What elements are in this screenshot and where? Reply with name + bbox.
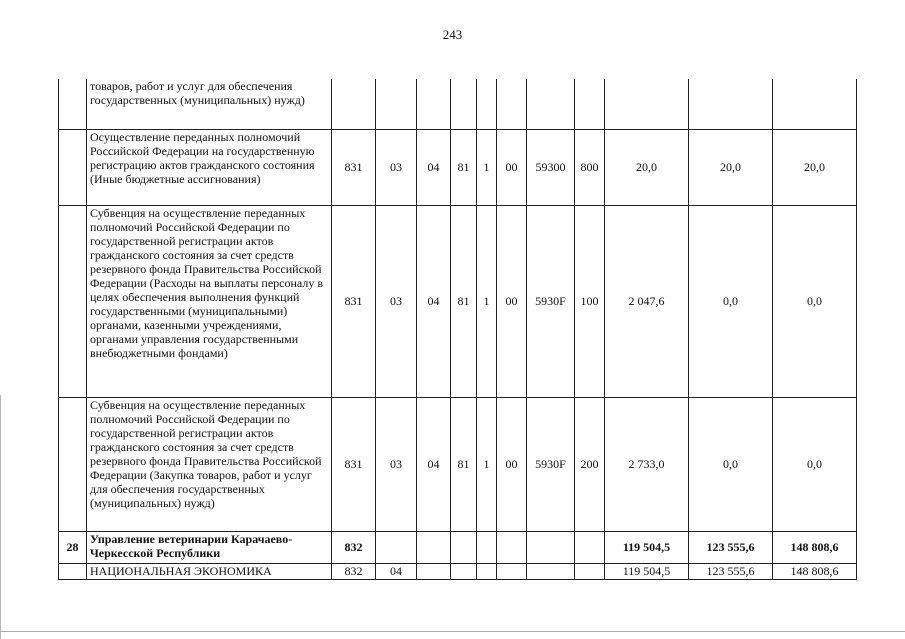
amount-year1-cell: 2 047,6 xyxy=(605,205,689,397)
subsection-code-cell xyxy=(417,79,451,129)
table-row xyxy=(59,129,857,205)
ministry-code-cell: 831 xyxy=(332,205,376,397)
section-code-cell: 03 xyxy=(376,397,417,531)
ministry-code-cell: 831 xyxy=(332,129,376,205)
row-number-cell xyxy=(59,205,87,397)
amount-year3-cell: 20,0 xyxy=(773,129,857,205)
ministry-code-cell xyxy=(332,79,376,129)
table-row xyxy=(59,531,857,563)
row-name-cell: НАЦИОНАЛЬНАЯ ЭКОНОМИКА xyxy=(87,563,332,579)
page-number: 243 xyxy=(442,27,463,42)
row-name-cell: Субвенция на осуществление переданных полномочий Российской Федерации по государственной регистрации актов гражданского состояния за счет средств резервного фонда Правительства Российской Федерации (Закупка товаров, работ и услуг для обеспечения государственных (муниципальных) нужд) xyxy=(87,397,332,531)
row-name-cell: Управление ветеринарии Карачаево-Черкесской Республики xyxy=(87,531,332,563)
ministry-code-cell: 832 xyxy=(332,531,376,563)
program-code-cell: 81 xyxy=(451,397,477,531)
expense-type-cell: 800 xyxy=(575,129,605,205)
amount-year1-cell: 20,0 xyxy=(605,129,689,205)
amount-year2-cell xyxy=(689,79,773,129)
ministry-code-cell: 831 xyxy=(332,397,376,531)
program-code-cell: 81 xyxy=(451,205,477,397)
direction-code-cell xyxy=(527,563,575,579)
table-row xyxy=(59,205,857,397)
expense-type-cell xyxy=(575,563,605,579)
amount-year3-cell: 0,0 xyxy=(773,205,857,397)
row-name-cell: Субвенция на осуществление переданных полномочий Российской Федерации по государственной регистрации актов гражданского состояния за счет средств резервного фонда Правительства Российской Федерации (Расходы на выплаты персоналу в целях обеспечения выполнения функций государственными (муниципальными) органами, казенными учреждениями, органами управления государственными внебюджетными фондами) xyxy=(87,205,332,397)
section-code-cell xyxy=(376,79,417,129)
measure-code-cell: 00 xyxy=(497,397,527,531)
direction-code-cell: 59300 xyxy=(527,129,575,205)
program-code-cell: 81 xyxy=(451,129,477,205)
amount-year2-cell: 20,0 xyxy=(689,129,773,205)
subprogram-code-cell: 1 xyxy=(477,129,497,205)
subprogram-code-cell xyxy=(477,531,497,563)
budget-table xyxy=(58,79,857,580)
section-code-cell xyxy=(376,531,417,563)
subprogram-code-cell xyxy=(477,79,497,129)
row-number-cell xyxy=(59,563,87,579)
amount-year2-cell: 123 555,6 xyxy=(689,563,773,579)
direction-code-cell: 5930F xyxy=(527,205,575,397)
section-code-cell: 04 xyxy=(376,563,417,579)
amount-year2-cell: 0,0 xyxy=(689,205,773,397)
amount-year1-cell: 119 504,5 xyxy=(605,531,689,563)
amount-year1-cell: 119 504,5 xyxy=(605,563,689,579)
amount-year3-cell: 0,0 xyxy=(773,397,857,531)
table-row xyxy=(59,79,857,129)
subprogram-code-cell: 1 xyxy=(477,397,497,531)
program-code-cell xyxy=(451,563,477,579)
row-name-cell: Осуществление переданных полномочий Российской Федерации на государственную регистрацию актов гражданского состояния (Иные бюджетные ассигнования) xyxy=(87,129,332,205)
measure-code-cell xyxy=(497,563,527,579)
subsection-code-cell: 04 xyxy=(417,397,451,531)
amount-year2-cell: 0,0 xyxy=(689,397,773,531)
amount-year3-cell: 148 808,6 xyxy=(773,563,857,579)
program-code-cell xyxy=(451,531,477,563)
amount-year1-cell xyxy=(605,79,689,129)
row-number-cell xyxy=(59,79,87,129)
measure-code-cell: 00 xyxy=(497,205,527,397)
measure-code-cell xyxy=(497,79,527,129)
subsection-code-cell xyxy=(417,531,451,563)
direction-code-cell xyxy=(527,79,575,129)
row-name-cell: товаров, работ и услуг для обеспечения государственных (муниципальных) нужд) xyxy=(87,79,332,129)
row-number-cell xyxy=(59,397,87,531)
row-number-cell: 28 xyxy=(59,531,87,563)
section-code-cell: 03 xyxy=(376,129,417,205)
expense-type-cell: 100 xyxy=(575,205,605,397)
direction-code-cell xyxy=(527,531,575,563)
expense-type-cell xyxy=(575,531,605,563)
expense-type-cell xyxy=(575,79,605,129)
subprogram-code-cell: 1 xyxy=(477,205,497,397)
scan-edge-rule xyxy=(0,395,1,639)
amount-year3-cell xyxy=(773,79,857,129)
table-row xyxy=(59,397,857,531)
amount-year2-cell: 123 555,6 xyxy=(689,531,773,563)
row-number-cell xyxy=(59,129,87,205)
measure-code-cell xyxy=(497,531,527,563)
ministry-code-cell: 832 xyxy=(332,563,376,579)
scan-bottom-rule xyxy=(0,631,905,632)
amount-year3-cell: 148 808,6 xyxy=(773,531,857,563)
direction-code-cell: 5930F xyxy=(527,397,575,531)
amount-year1-cell: 2 733,0 xyxy=(605,397,689,531)
section-code-cell: 03 xyxy=(376,205,417,397)
program-code-cell xyxy=(451,79,477,129)
subprogram-code-cell xyxy=(477,563,497,579)
expense-type-cell: 200 xyxy=(575,397,605,531)
subsection-code-cell: 04 xyxy=(417,129,451,205)
table-row xyxy=(59,563,857,579)
subsection-code-cell xyxy=(417,563,451,579)
measure-code-cell: 00 xyxy=(497,129,527,205)
subsection-code-cell: 04 xyxy=(417,205,451,397)
